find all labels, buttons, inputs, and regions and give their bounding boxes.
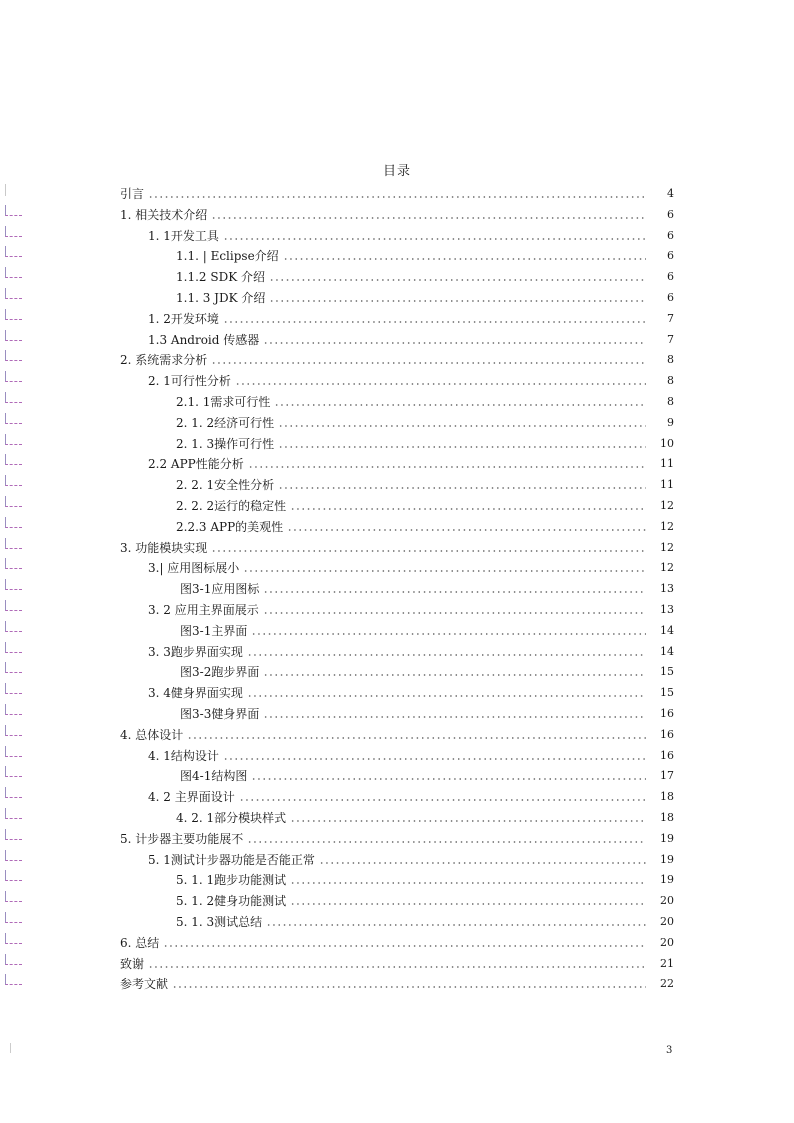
toc-entry-page: 6 bbox=[667, 291, 674, 304]
toc-entry[interactable] bbox=[0, 846, 794, 867]
toc-entry[interactable] bbox=[0, 492, 794, 513]
toc-entry-label: 图3-3健身界面 bbox=[180, 707, 260, 721]
toc-entry-label: 4. 总体设计 bbox=[120, 727, 184, 742]
dot-leader bbox=[283, 258, 646, 260]
toc-entry-page: 15 bbox=[660, 686, 674, 700]
dot-leader bbox=[247, 841, 646, 843]
toc-entry-label: 5. 1. 3测试总结 bbox=[176, 915, 263, 929]
dot-leader bbox=[211, 217, 646, 219]
dot-leader bbox=[172, 986, 646, 988]
toc-entry-label: 5. 计步器主要功能展不 bbox=[120, 831, 244, 846]
toc-entry-label: 1. 1开发工具 bbox=[148, 228, 219, 243]
toc-entry-label: 6. 总结 bbox=[120, 935, 160, 950]
toc-entry-page: 13 bbox=[660, 582, 674, 596]
toc-entry[interactable] bbox=[0, 887, 794, 908]
dot-leader bbox=[269, 300, 646, 302]
toc-entry-label: 3. 4健身界面实现 bbox=[148, 686, 243, 701]
toc-entry-label: 引言 bbox=[120, 187, 145, 201]
toc-entry[interactable] bbox=[0, 804, 794, 825]
toc-entry-label: 4. 2 主界面设计 bbox=[148, 790, 235, 805]
toc-entry[interactable] bbox=[0, 180, 794, 201]
toc-entry-label: 1.1.2 SDK 介绍 bbox=[176, 270, 265, 285]
toc-entry-page: 20 bbox=[660, 915, 674, 928]
toc-entry-label: 1. 2开发环境 bbox=[148, 311, 219, 326]
toc-entry-page: 4 bbox=[667, 187, 674, 200]
margin-marker bbox=[10, 1043, 19, 1053]
toc-entry-page: 20 bbox=[660, 935, 674, 949]
toc-entry[interactable] bbox=[0, 409, 794, 430]
toc-entry-page: 22 bbox=[660, 977, 674, 991]
toc-entry-page: 19 bbox=[660, 852, 674, 866]
dot-leader bbox=[251, 778, 646, 780]
toc-entry[interactable] bbox=[0, 222, 794, 243]
toc-entry[interactable] bbox=[0, 554, 794, 575]
dot-leader bbox=[243, 570, 646, 572]
toc-entry-page: 18 bbox=[660, 811, 674, 824]
toc-entry[interactable] bbox=[0, 783, 794, 804]
toc-entry-page: 19 bbox=[660, 873, 674, 887]
toc-entry-page: 14 bbox=[660, 623, 674, 637]
toc-entry[interactable] bbox=[0, 305, 794, 326]
toc-entry-page: 16 bbox=[660, 707, 674, 720]
toc-entry-page: 10 bbox=[660, 436, 674, 450]
toc-entry-page: 6 bbox=[667, 207, 674, 221]
dot-leader bbox=[263, 591, 646, 593]
toc-entry-label: 5. 1测试计步器功能是否能正常 bbox=[148, 852, 315, 867]
dot-leader bbox=[239, 799, 646, 801]
toc-entry-page: 15 bbox=[660, 665, 674, 679]
toc-entry-label: 2. 1. 3操作可行性 bbox=[176, 436, 275, 451]
toc-entry-page: 19 bbox=[660, 831, 674, 845]
toc-entry-page: 18 bbox=[660, 790, 674, 804]
toc-entry[interactable] bbox=[0, 201, 794, 222]
dot-leader bbox=[278, 425, 646, 427]
toc-entry-label: 2.1. 1需求可行性 bbox=[176, 395, 271, 409]
toc-entry-page: 8 bbox=[667, 353, 674, 367]
toc-entry-page: 12 bbox=[660, 499, 674, 512]
toc-entry-label: 图3-1主界面 bbox=[180, 623, 248, 638]
toc-entry[interactable] bbox=[0, 658, 794, 679]
dot-leader bbox=[148, 196, 646, 198]
toc-entry-label: 2. 1可行性分析 bbox=[148, 374, 231, 389]
toc-entry-page: 17 bbox=[660, 769, 674, 783]
toc-entry-label: 图3-1应用图标 bbox=[180, 582, 260, 597]
toc-entry-label: 5. 1. 1跑步功能测试 bbox=[176, 873, 287, 888]
toc-entry[interactable] bbox=[0, 575, 794, 596]
toc-entry-page: 9 bbox=[667, 415, 674, 429]
dot-leader bbox=[223, 758, 646, 760]
toc-entry-page: 7 bbox=[667, 332, 674, 346]
dot-leader bbox=[251, 633, 646, 635]
toc-entry[interactable] bbox=[0, 929, 794, 950]
toc-entry-label: 2. 1. 2经济可行性 bbox=[176, 415, 275, 430]
toc-entry[interactable] bbox=[0, 430, 794, 451]
toc-entry[interactable] bbox=[0, 284, 794, 305]
dot-leader bbox=[235, 383, 646, 385]
toc-entry[interactable] bbox=[0, 367, 794, 388]
toc-entry-page: 11 bbox=[660, 457, 674, 471]
dot-leader bbox=[263, 612, 646, 614]
dot-leader bbox=[278, 487, 646, 489]
dot-leader bbox=[247, 654, 646, 656]
dot-leader bbox=[187, 737, 646, 739]
toc-entry-label: 3. 3跑步界面实现 bbox=[148, 644, 243, 659]
dot-leader bbox=[263, 342, 646, 344]
dot-leader bbox=[290, 882, 646, 884]
toc-entry[interactable] bbox=[0, 638, 794, 659]
dot-leader bbox=[148, 966, 646, 968]
toc-entry-page: 14 bbox=[660, 644, 674, 658]
toc-entry[interactable] bbox=[0, 596, 794, 617]
dot-leader bbox=[223, 321, 646, 323]
toc-entry-label: 致谢 bbox=[120, 956, 145, 971]
toc-entry-page: 13 bbox=[660, 603, 674, 616]
toc-entry-label: 3. 2 应用主界面展示 bbox=[148, 603, 259, 617]
dot-leader bbox=[247, 695, 646, 697]
dot-leader bbox=[263, 674, 646, 676]
toc-entry[interactable] bbox=[0, 866, 794, 887]
dot-leader bbox=[287, 529, 646, 531]
toc-entry-page: 12 bbox=[660, 561, 674, 575]
toc-entry-label: 1. 相关技术介绍 bbox=[120, 207, 208, 222]
toc-entry[interactable] bbox=[0, 326, 794, 347]
toc-entry-page: 8 bbox=[667, 374, 674, 388]
toc-entry-label: 1.1. 3 JDK 介绍 bbox=[176, 291, 266, 305]
toc-entry-label: 4. 1结构设计 bbox=[148, 748, 219, 763]
toc-entry-page: 6 bbox=[667, 228, 674, 242]
toc-entry-label: 2. 系统需求分析 bbox=[120, 353, 208, 368]
toc-entry-label: 图3-2跑步界面 bbox=[180, 665, 260, 680]
toc-entry-page: 20 bbox=[660, 894, 674, 908]
toc-entry[interactable] bbox=[0, 762, 794, 783]
toc-entry[interactable] bbox=[0, 908, 794, 929]
dot-leader bbox=[269, 279, 646, 281]
dot-leader bbox=[278, 446, 646, 448]
toc-entry[interactable] bbox=[0, 450, 794, 471]
dot-leader bbox=[290, 820, 646, 822]
dot-leader bbox=[290, 903, 646, 905]
toc-entry[interactable] bbox=[0, 700, 794, 721]
toc-entry[interactable] bbox=[0, 346, 794, 367]
toc-entry-label: 2.2.3 APP的美观性 bbox=[176, 519, 284, 534]
toc-entry-page: 6 bbox=[667, 270, 674, 284]
toc-entry-label: 参考文献 bbox=[120, 977, 169, 992]
toc-entry-label: 2.2 APP性能分析 bbox=[148, 457, 244, 472]
toc-entry-label: 3. 功能模块实现 bbox=[120, 540, 208, 555]
toc-entry-page: 6 bbox=[667, 249, 674, 263]
toc-entry[interactable] bbox=[0, 534, 794, 555]
toc-entry[interactable] bbox=[0, 721, 794, 742]
page-title: 目录 bbox=[382, 164, 411, 179]
toc-entry-label: 1.1. | Eclipse介绍 bbox=[176, 249, 279, 264]
dot-leader bbox=[211, 362, 646, 364]
toc-entry[interactable] bbox=[0, 471, 794, 492]
toc-entry-label: 1.3 Android 传感器 bbox=[148, 332, 260, 347]
toc-entry[interactable] bbox=[0, 825, 794, 846]
toc-entry-label: 图4-1结构图 bbox=[180, 769, 248, 784]
toc-entry-label: 2. 2. 2运行的稳定性 bbox=[176, 499, 287, 513]
dot-leader bbox=[290, 508, 646, 510]
toc-entry-label: 3.| 应用图标展小 bbox=[148, 561, 240, 576]
dot-leader bbox=[163, 945, 646, 947]
toc-entry[interactable] bbox=[0, 679, 794, 700]
dot-leader bbox=[319, 862, 646, 864]
dot-leader bbox=[223, 238, 646, 240]
toc-entry-page: 21 bbox=[660, 956, 674, 970]
toc-entry[interactable] bbox=[0, 388, 794, 409]
dot-leader bbox=[211, 550, 646, 552]
toc-entry-page: 16 bbox=[660, 727, 674, 741]
toc-entry[interactable] bbox=[0, 970, 794, 991]
toc-entry-page: 7 bbox=[667, 311, 674, 325]
toc-entry[interactable] bbox=[0, 617, 794, 638]
toc-entry-page: 12 bbox=[660, 519, 674, 533]
page-number: 3 bbox=[666, 1045, 673, 1056]
toc-entry-label: 4. 2. 1部分模块样式 bbox=[176, 811, 287, 825]
toc-entry-label: 5. 1. 2健身功能测试 bbox=[176, 894, 287, 909]
dot-leader bbox=[248, 466, 646, 468]
dot-leader bbox=[266, 924, 646, 926]
toc-entry-page: 12 bbox=[660, 540, 674, 554]
toc-entry[interactable] bbox=[0, 742, 794, 763]
toc-entry[interactable] bbox=[0, 263, 794, 284]
toc-entry-page: 16 bbox=[660, 748, 674, 762]
toc-entry-page: 8 bbox=[667, 395, 674, 408]
toc-entry-page: 11 bbox=[660, 478, 674, 492]
dot-leader bbox=[263, 716, 646, 718]
toc-entry[interactable] bbox=[0, 950, 794, 971]
toc-entry-label: 2. 2. 1安全性分析 bbox=[176, 478, 275, 493]
toc-entry[interactable] bbox=[0, 242, 794, 263]
toc-entry[interactable] bbox=[0, 513, 794, 534]
dot-leader bbox=[274, 404, 646, 406]
